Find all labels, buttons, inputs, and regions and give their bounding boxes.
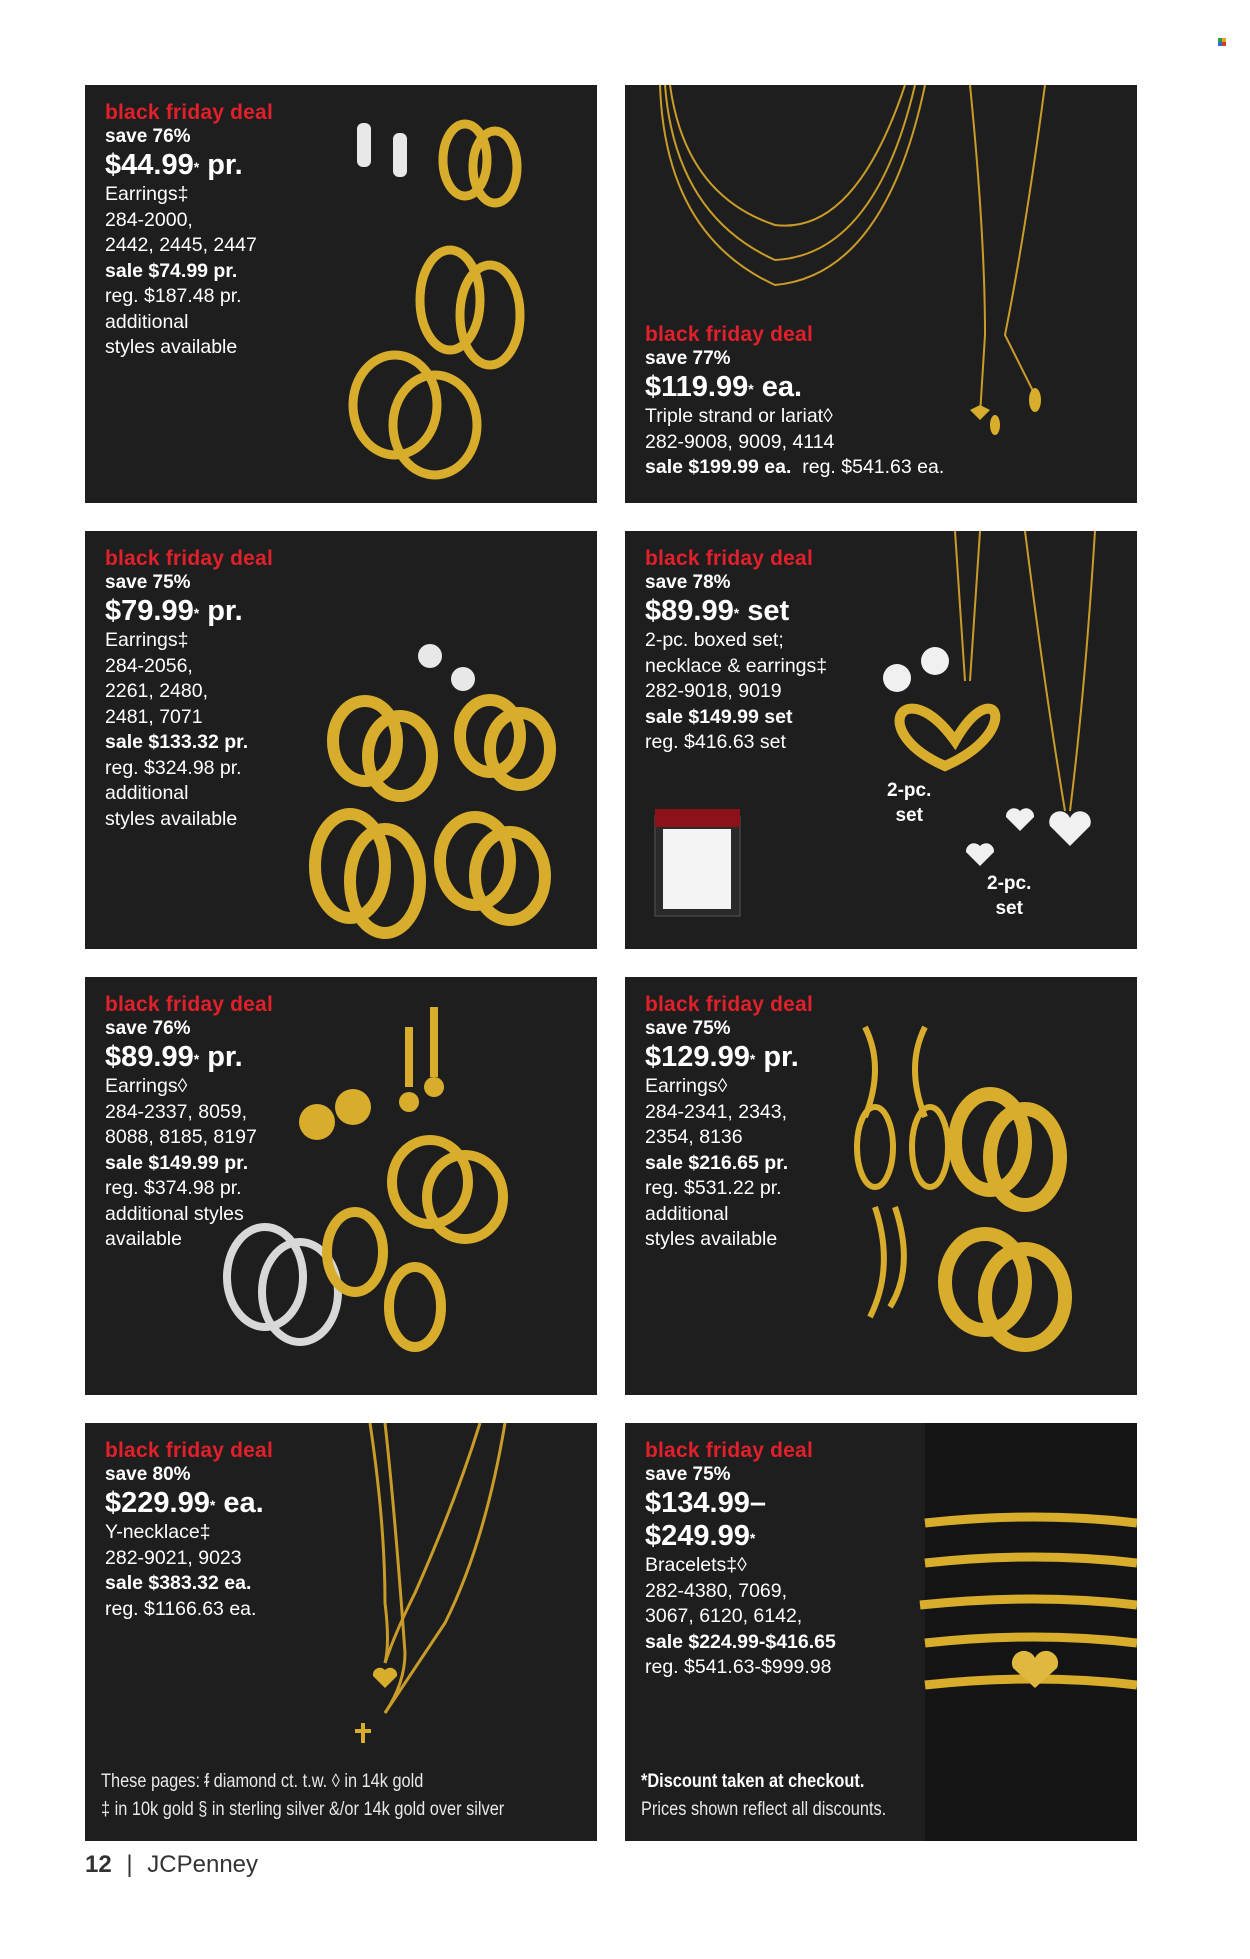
deal-panel-bracelets-75 — [625, 1423, 1137, 1841]
sku: 284-2056, — [105, 654, 193, 677]
badge: black friday deal — [645, 323, 813, 346]
description: necklace & earrings‡ — [645, 654, 828, 677]
price: $119.99* ea. — [645, 371, 803, 403]
brand-name: JCPenney — [147, 1851, 259, 1878]
footnotes — [101, 1768, 504, 1824]
description: Earrings‡ — [105, 629, 189, 651]
price: $134.99– — [645, 1487, 766, 1519]
price: $229.99* ea. — [105, 1487, 264, 1519]
note: additional — [105, 782, 189, 804]
description: Y-necklace‡ — [105, 1521, 211, 1543]
sku: 282-9021, 9023 — [105, 1546, 242, 1569]
discount-note-body: Prices shown reflect all discounts. — [641, 1799, 887, 1820]
sku: 2442, 2445, 2447 — [105, 234, 257, 256]
deal-text — [645, 1438, 836, 1681]
note: styles available — [645, 1228, 778, 1250]
badge: black friday deal — [645, 1439, 813, 1462]
deal-panel-earrings-75 — [85, 531, 597, 949]
note: available — [105, 1228, 182, 1250]
sku: 282-4380, 7069, — [645, 1579, 788, 1602]
note: additional — [645, 1202, 729, 1225]
footnote-line: These pages: ᵮ diamond ct. t.w. ◊ in 14k gold — [101, 1771, 424, 1792]
deal-text — [105, 992, 273, 1253]
reg-price: reg. $416.63 set — [645, 731, 786, 753]
save-percent: save 76% — [105, 1018, 191, 1039]
note: additional styles — [105, 1202, 244, 1225]
sku: 284-2337, 8059, — [105, 1100, 248, 1123]
save-percent: save 80% — [105, 1464, 191, 1485]
description: 2-pc. boxed set; — [645, 629, 784, 651]
separator: | — [126, 1851, 133, 1878]
price: $249.99* — [645, 1520, 756, 1552]
sku: 284-2000, — [105, 208, 193, 231]
sale-price: sale $216.65 pr. — [645, 1151, 789, 1174]
deal-text — [645, 546, 827, 756]
footnote-line: ‡ in 10k gold § in sterling silver &/or 14k gold over silver — [101, 1799, 505, 1820]
reg-price: reg. $531.22 pr. — [645, 1177, 782, 1199]
reg-price: reg. $374.98 pr. — [105, 1177, 242, 1199]
deal-panel-necklace-77 — [625, 85, 1137, 503]
set-label: 2-pc. set — [987, 873, 1032, 919]
price: $79.99* pr. — [105, 595, 243, 627]
badge: black friday deal — [645, 547, 813, 570]
set-label: 2-pc. set — [887, 780, 932, 826]
sale-price: sale $224.99-$416.65 — [645, 1630, 836, 1653]
note: styles available — [105, 807, 238, 830]
gold-hoop-earrings-image — [335, 105, 585, 495]
sku: 2261, 2480, — [105, 680, 209, 702]
save-percent: save 76% — [105, 126, 191, 147]
deal-text — [645, 322, 944, 481]
note: styles available — [105, 336, 238, 358]
reg-price: reg. $187.48 pr. — [105, 285, 242, 307]
save-percent: save 75% — [105, 572, 191, 593]
deal-panel-earrings-76b — [85, 977, 597, 1395]
sale-price: sale $133.32 pr. — [105, 731, 249, 753]
sale-price: sale $149.99 set — [645, 705, 793, 728]
price: $129.99* pr. — [645, 1041, 799, 1073]
description: Triple strand or lariat◊ — [645, 405, 833, 427]
corner-mark-icon — [1218, 38, 1226, 46]
badge: black friday deal — [105, 993, 273, 1016]
gold-hoop-earrings-image — [285, 571, 595, 941]
badge: black friday deal — [645, 993, 813, 1016]
sku: 2481, 7071 — [105, 705, 203, 728]
price: $44.99* pr. — [105, 149, 243, 181]
page-number: 12 — [85, 1851, 112, 1878]
reg-price: reg. $1166.63 ea. — [105, 1597, 257, 1620]
deal-panel-boxed-set-78 — [625, 531, 1137, 949]
sale-reg: sale $199.99 ea. reg. $541.63 ea. — [645, 456, 945, 478]
reg-price: reg. $541.63-$999.98 — [645, 1656, 832, 1678]
save-percent: save 77% — [645, 348, 731, 369]
sku: 282-9018, 9019 — [645, 680, 782, 702]
badge: black friday deal — [105, 547, 273, 570]
description: Earrings◊ — [645, 1075, 728, 1097]
deal-text — [105, 546, 273, 832]
discount-note — [641, 1768, 886, 1824]
gold-drop-earrings-image — [845, 1007, 1135, 1387]
deal-panel-earrings-75b — [625, 977, 1137, 1395]
description: Earrings◊ — [105, 1075, 188, 1097]
deal-text — [105, 100, 273, 361]
description: Earrings‡ — [105, 183, 189, 205]
sale-price: sale $74.99 pr. — [105, 259, 238, 282]
price: $89.99* pr. — [105, 1041, 243, 1073]
deal-text — [645, 992, 813, 1253]
sku: 3067, 6120, 6142, — [645, 1605, 803, 1627]
description: Bracelets‡◊ — [645, 1554, 747, 1576]
sku: 282-9008, 9009, 4114 — [645, 430, 835, 453]
sale-price: sale $149.99 pr. — [105, 1151, 249, 1174]
deal-panel-earrings-76 — [85, 85, 597, 503]
deal-panel-necklace-80 — [85, 1423, 597, 1841]
save-percent: save 75% — [645, 1464, 731, 1485]
discount-note-title: *Discount taken at checkout. — [641, 1771, 865, 1792]
sale-price: sale $383.32 ea. — [105, 1572, 252, 1594]
note: additional — [105, 310, 189, 333]
sku: 2354, 8136 — [645, 1126, 743, 1148]
sku: 8088, 8185, 8197 — [105, 1126, 257, 1148]
badge: black friday deal — [105, 1439, 273, 1462]
page-footer — [85, 1851, 258, 1879]
badge: black friday deal — [105, 101, 273, 124]
save-percent: save 78% — [645, 572, 731, 593]
reg-price: reg. $324.98 pr. — [105, 756, 242, 779]
save-percent: save 75% — [645, 1018, 731, 1039]
price: $89.99* set — [645, 595, 790, 627]
sku: 284-2341, 2343, — [645, 1100, 788, 1123]
deal-text — [105, 1438, 273, 1622]
